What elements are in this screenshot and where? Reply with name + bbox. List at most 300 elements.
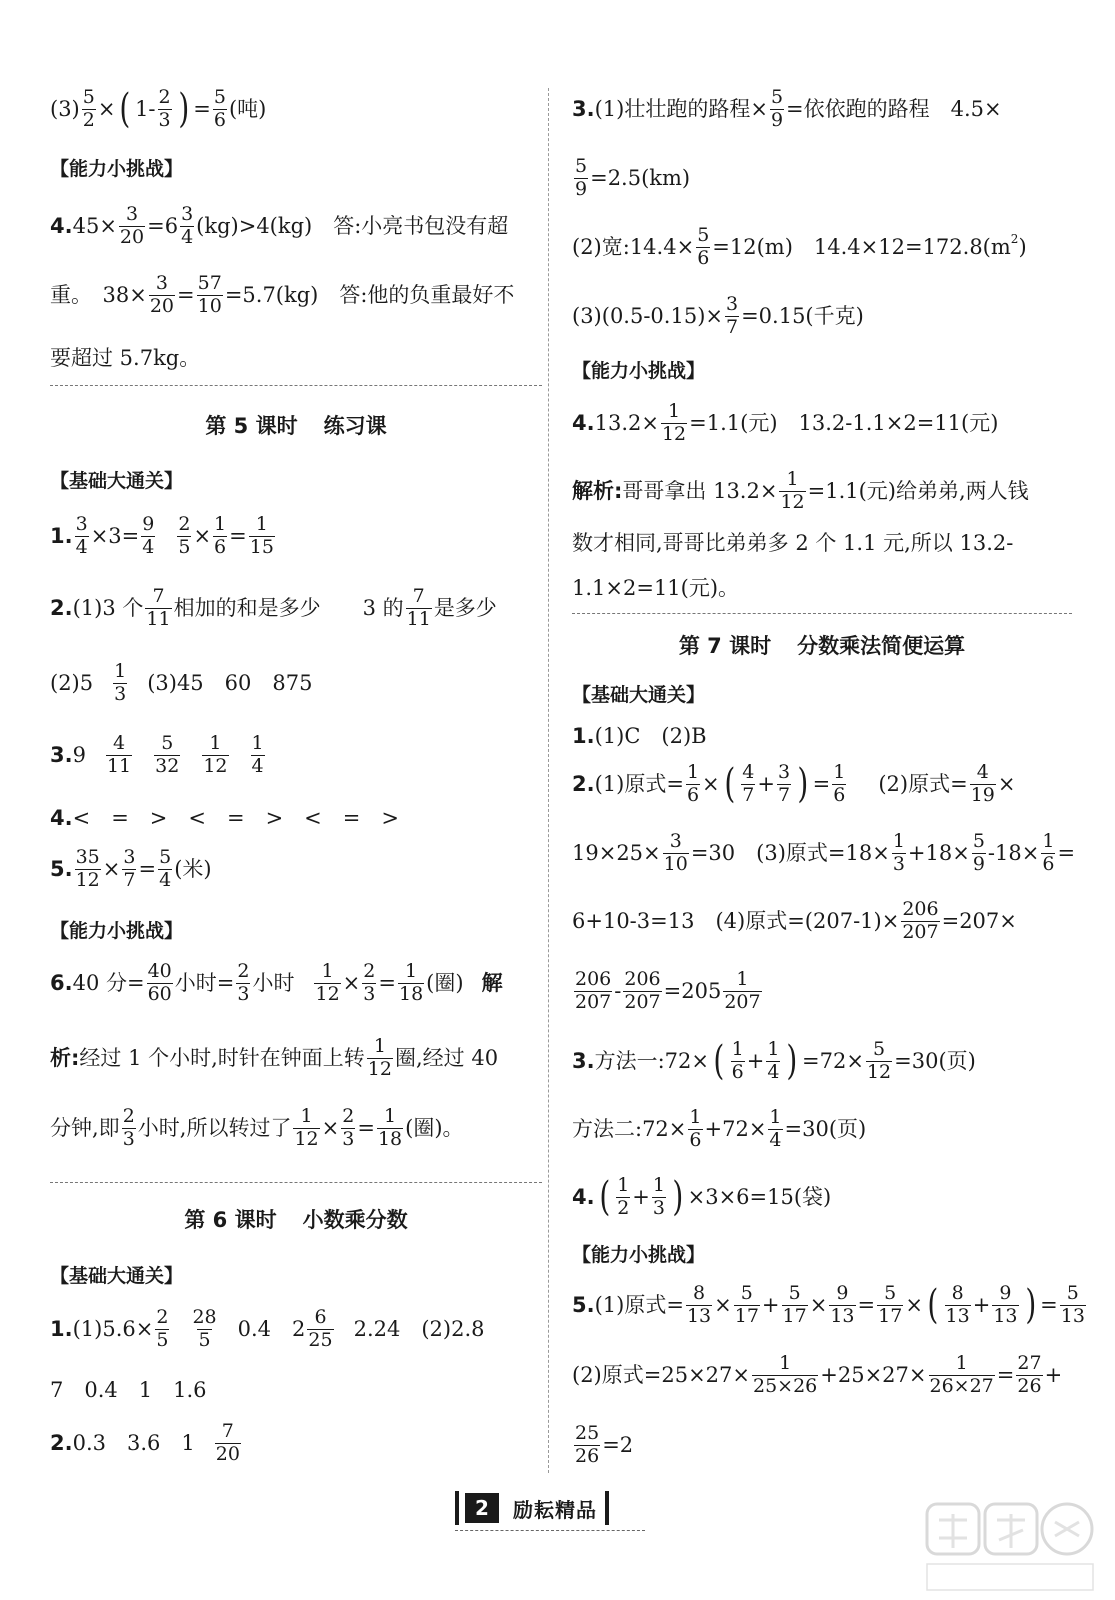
numerator: 1 (769, 1106, 782, 1128)
question-number: 4. (50, 806, 73, 830)
lesson-name: 小数乘分数 (302, 1208, 408, 1232)
answer-line (50, 1107, 464, 1150)
denominator: 207 (575, 990, 612, 1013)
section-heading: 【能力小挑战】 (572, 360, 706, 382)
fraction (832, 763, 846, 806)
numerator: 1 (736, 968, 749, 990)
fraction (307, 1308, 333, 1351)
numerator: 2 (363, 960, 376, 982)
denominator: 5 (156, 1328, 169, 1351)
question-number: 4. (50, 213, 73, 238)
denominator: 3 (342, 1127, 355, 1150)
paren: ( (598, 1174, 610, 1221)
denominator: 6 (731, 1060, 744, 1083)
answer-line (572, 1040, 976, 1083)
fraction (770, 88, 784, 131)
denominator: 207 (724, 990, 761, 1013)
denominator: 20 (149, 294, 175, 317)
text: = (857, 1292, 876, 1317)
text: (2)原式=25×27× (572, 1362, 750, 1387)
text: 45× (72, 213, 117, 238)
numerator: 1 (668, 400, 681, 422)
question-number: 3. (572, 1048, 595, 1073)
fraction (406, 587, 432, 630)
text: (1)壮壮跑的路程× (594, 96, 768, 121)
numerator: 7 (412, 585, 425, 607)
fraction (782, 1284, 808, 1327)
section-divider (50, 385, 542, 386)
lesson-name: 分数乘法简便运算 (797, 634, 966, 658)
numerator: 1 (686, 761, 700, 783)
footer-bar-right (605, 1491, 609, 1525)
denominator: 11 (146, 607, 171, 630)
denominator: 5 (178, 535, 191, 558)
numerator: 1 (767, 1038, 780, 1060)
fraction (945, 1284, 971, 1327)
question-number: 6. (50, 970, 73, 995)
fraction (1016, 1354, 1042, 1397)
brand-name: 励耘精品 (513, 1497, 597, 1522)
numerator: 5 (740, 1282, 753, 1304)
text: (1)C (2)B (594, 724, 707, 748)
fraction (202, 734, 228, 777)
fraction (314, 962, 340, 1005)
text: =205 (663, 978, 722, 1003)
denominator: 3 (158, 108, 171, 131)
denominator: 6 (214, 535, 227, 558)
denominator: 10 (197, 294, 222, 317)
text: (吨) (228, 96, 267, 121)
answer-line (50, 1037, 498, 1080)
text: =207× (941, 908, 1017, 933)
denominator: 19 (970, 783, 995, 806)
text: (2)5 (50, 670, 94, 695)
answer-line (572, 1176, 831, 1219)
denominator: 13 (830, 1304, 855, 1327)
fraction (398, 962, 424, 1005)
answer-line (572, 88, 1002, 131)
denominator: 9 (575, 177, 588, 200)
denominator: 3 (652, 1196, 665, 1219)
fraction (574, 1424, 600, 1467)
numerator: 1 (689, 1106, 702, 1128)
fraction (213, 515, 227, 558)
text: = (1040, 1292, 1058, 1317)
denominator: 13 (686, 1304, 712, 1327)
text: 方法一:72× (594, 1048, 709, 1073)
text: + (757, 771, 775, 796)
denominator: 12 (780, 490, 805, 513)
text: - (614, 978, 622, 1003)
denominator: 12 (866, 1060, 892, 1083)
numerator: 4 (742, 761, 755, 783)
answer-line: 数才相同,哥哥比弟弟多 2 个 1.1 元,所以 13.2- (572, 531, 1014, 555)
question-number: 1. (50, 1316, 73, 1341)
text: =12(m) 14.4×12=172.8(m (712, 234, 1011, 259)
fraction (362, 962, 376, 1005)
answer-line (572, 157, 690, 200)
denominator: 6 (697, 246, 710, 269)
question-number: 1. (572, 724, 595, 748)
text: 0.3 3.6 1 (72, 1430, 195, 1455)
fraction (158, 88, 172, 131)
denominator: 26 (575, 1444, 600, 1467)
numerator: 25 (575, 1422, 600, 1444)
numerator: 206 (902, 898, 939, 920)
numerator: 27 (1017, 1352, 1042, 1374)
text: < = > < = > < = > (72, 806, 399, 830)
answer-line (50, 962, 503, 1005)
numerator: 4 (976, 761, 989, 783)
numerator: 2 (178, 513, 191, 535)
numerator: 3 (669, 830, 682, 852)
text: × (997, 771, 1016, 796)
numerator: 2 (342, 1105, 355, 1127)
numerator: 1 (833, 761, 846, 783)
denominator: 3 (363, 982, 376, 1005)
denominator: 20 (215, 1442, 240, 1465)
numerator: 1 (1042, 830, 1055, 852)
numerator: 3 (725, 293, 739, 315)
denominator: 7 (742, 783, 755, 806)
text: (圈)。 (405, 1115, 464, 1140)
text: 9 (72, 742, 86, 767)
numerator: 1 (779, 1352, 792, 1374)
text: 1- (135, 96, 156, 121)
answer-line (50, 1422, 243, 1465)
denominator: 11 (106, 754, 132, 777)
fraction (158, 848, 172, 891)
text: (3) (50, 96, 80, 121)
answer-line (50, 1308, 484, 1351)
text: 19×25× (572, 840, 661, 865)
numerator: 5 (213, 86, 226, 108)
fraction (149, 274, 175, 317)
numerator: 1 (731, 1038, 744, 1060)
question-number: 4. (572, 1184, 595, 1209)
fraction (752, 1354, 818, 1397)
numerator: 5 (872, 1038, 886, 1060)
numerator: 35 (75, 846, 100, 868)
answer-line (50, 515, 277, 558)
question-number: 2. (50, 1430, 73, 1455)
denominator: 2 (617, 1196, 630, 1219)
fraction (779, 470, 805, 513)
section-heading: 【基础大通关】 (50, 470, 184, 492)
numerator: 9 (836, 1282, 849, 1304)
answer-line: 要超过 5.7kg。 (50, 346, 201, 370)
numerator: 1 (786, 468, 799, 490)
fraction (147, 962, 173, 1005)
numerator: 28 (192, 1306, 217, 1328)
section-divider (572, 613, 1072, 614)
text: 方法二:72× (572, 1116, 687, 1141)
text: =30(页) (784, 1116, 867, 1141)
analysis-label: 析: (50, 1045, 80, 1070)
lesson-number: 第 7 课时 (678, 634, 772, 658)
fraction (122, 848, 136, 891)
fraction (686, 763, 700, 806)
fraction (367, 1037, 393, 1080)
fraction (877, 1284, 903, 1327)
fraction (901, 900, 939, 943)
numerator: 9 (142, 513, 155, 535)
fraction (177, 515, 191, 558)
numerator: 1 (617, 1174, 630, 1196)
numerator: 5 (972, 830, 985, 852)
numerator: 1 (955, 1352, 968, 1374)
fraction (725, 295, 739, 338)
denominator: 17 (734, 1304, 759, 1327)
numerator: 1 (652, 1174, 665, 1196)
denominator: 6 (689, 1128, 702, 1151)
fraction (75, 848, 101, 891)
denominator: 12 (203, 754, 228, 777)
section-heading: 【能力小挑战】 (50, 158, 184, 180)
denominator: 7 (777, 783, 791, 806)
text: 0.4 2 (237, 1316, 306, 1341)
text: (2)宽:14.4× (572, 234, 695, 259)
denominator: 4 (142, 535, 155, 558)
lesson-name: 练习课 (323, 414, 387, 438)
text: 重。 38× (50, 282, 147, 307)
paren: ) (1024, 1282, 1036, 1329)
numerator: 5 (697, 224, 710, 246)
analysis-label: 解析: (572, 478, 623, 503)
text: ×3×6=15(袋) (687, 1184, 832, 1209)
numerator: 2 (158, 86, 171, 108)
numerator: 5 (884, 1282, 897, 1304)
numerator: 5 (161, 732, 174, 754)
text: 经过 1 个小时,时针在钟面上转 (79, 1045, 365, 1070)
answer-line (572, 295, 864, 338)
numerator: 9 (999, 1282, 1012, 1304)
fraction (377, 1107, 403, 1150)
numerator: 1 (251, 732, 264, 754)
fraction (113, 662, 127, 705)
numerator: 57 (197, 272, 222, 294)
fraction (661, 402, 687, 445)
answer-line (50, 808, 399, 829)
denominator: 10 (663, 852, 688, 875)
text: × (97, 96, 116, 121)
text: =1.1(元)给弟弟,两人钱 (807, 478, 1029, 503)
fraction (574, 970, 612, 1013)
numerator: 3 (125, 203, 139, 225)
answer-line (572, 726, 707, 747)
denominator: 17 (782, 1304, 807, 1327)
answer-line (50, 848, 212, 891)
fraction (119, 205, 145, 248)
denominator: 7 (725, 315, 739, 338)
text: × (714, 1292, 732, 1317)
fraction (574, 157, 588, 200)
text: +72× (704, 1116, 767, 1141)
question-number: 2. (50, 595, 73, 620)
text: 2.24 (2)2.8 (353, 1316, 485, 1341)
answer-line: 7 0.4 1 1.6 (50, 1378, 207, 1402)
text: 相加的和是多少 3 的 (173, 595, 404, 620)
superscript: 2 (1010, 232, 1019, 247)
denominator: 4 (159, 868, 172, 891)
text: + (632, 1184, 650, 1209)
numerator: 3 (123, 846, 136, 868)
text: (圈) (426, 970, 464, 995)
text: 小时= (174, 970, 235, 995)
denominator: 2 (82, 108, 95, 131)
fraction (731, 1040, 745, 1083)
text: 哥哥拿出 13.2× (622, 478, 778, 503)
numerator: 3 (155, 272, 168, 294)
fraction (191, 1308, 217, 1351)
numerator: 3 (75, 513, 88, 535)
fraction (723, 970, 761, 1013)
denominator: 18 (377, 1127, 403, 1150)
fraction (970, 763, 996, 806)
numerator: 5 (159, 846, 172, 868)
text: = (812, 771, 831, 796)
denominator: 3 (122, 1127, 135, 1150)
fraction (145, 587, 171, 630)
denominator: 25×26 (752, 1374, 818, 1397)
numerator: 1 (255, 513, 268, 535)
denominator: 4 (251, 754, 264, 777)
answer-line (50, 587, 497, 630)
denominator: 6 (686, 783, 700, 806)
fraction (180, 205, 194, 248)
text: ) (1018, 234, 1027, 259)
denominator: 6 (213, 108, 226, 131)
lesson-number: 第 6 课时 (184, 1208, 277, 1232)
fraction (154, 734, 180, 777)
fraction (696, 226, 710, 269)
answer-line (572, 226, 1027, 269)
lesson-number: 第 5 课时 (205, 414, 298, 438)
section-heading: 【基础大通关】 (50, 1265, 184, 1287)
numerator: 1 (321, 960, 334, 982)
text: = (229, 523, 247, 548)
fraction (249, 515, 275, 558)
text: (kg)>4(kg) 答:小亮书包没有超 (196, 213, 509, 238)
text: =30 (3)原式=18× (690, 840, 890, 865)
fraction (155, 1308, 169, 1351)
question-number: 4. (572, 410, 595, 435)
denominator: 32 (155, 754, 180, 777)
denominator: 4 (769, 1128, 782, 1151)
denominator: 60 (147, 982, 172, 1005)
paren: ) (672, 1174, 684, 1221)
fraction (768, 1108, 782, 1151)
text: × (321, 1115, 340, 1140)
denominator: 11 (406, 607, 431, 630)
denominator: 12 (661, 422, 687, 445)
text: (1)3 个 (72, 595, 144, 620)
text: + (1044, 1362, 1063, 1387)
answer-line (572, 1354, 1062, 1397)
fraction (1060, 1284, 1086, 1327)
numerator: 1 (209, 732, 222, 754)
text: + (746, 1048, 765, 1073)
text: (1)原式= (594, 1292, 684, 1317)
answer-line (572, 763, 1016, 806)
fraction (82, 88, 96, 131)
numerator: 40 (147, 960, 172, 982)
text: +18× (907, 840, 970, 865)
text: + (972, 1292, 991, 1317)
text: + (761, 1292, 780, 1317)
text: × (342, 970, 361, 995)
numerator: 4 (113, 732, 126, 754)
footer-bar-left (455, 1491, 459, 1525)
text: =72× (802, 1048, 864, 1073)
section-heading: 【基础大通关】 (572, 684, 706, 706)
denominator: 13 (993, 1304, 1018, 1327)
answer-line (572, 1424, 633, 1467)
denominator: 7 (123, 868, 136, 891)
question-number: 2. (572, 771, 595, 796)
fraction (766, 1040, 780, 1083)
numerator: 3 (777, 761, 791, 783)
paren: ) (786, 1038, 798, 1085)
paren: ( (119, 86, 131, 133)
fraction (652, 1176, 666, 1219)
text: 是多少 (433, 595, 497, 620)
numerator: 5 (575, 155, 588, 177)
paren: ( (927, 1282, 939, 1329)
numerator: 5 (1066, 1282, 1079, 1304)
text: 13.2× (594, 410, 659, 435)
numerator: 6 (314, 1306, 327, 1328)
text: =2.5(km) (590, 165, 691, 190)
answer-line (572, 900, 1017, 943)
fraction (616, 1176, 630, 1219)
denominator: 13 (1060, 1304, 1085, 1327)
denominator: 26 (1017, 1374, 1042, 1397)
answer-line (572, 832, 1075, 875)
paren: ( (713, 1038, 725, 1085)
fraction (213, 88, 227, 131)
denominator: 3 (892, 852, 905, 875)
numerator: 206 (575, 968, 612, 990)
lesson-title (572, 630, 1072, 660)
denominator: 15 (249, 535, 274, 558)
fraction (892, 832, 906, 875)
fraction (236, 962, 250, 1005)
denominator: 9 (972, 852, 985, 875)
fraction (141, 515, 155, 558)
question-number: 5. (572, 1292, 595, 1317)
numerator: 2 (156, 1306, 169, 1328)
fraction (686, 1284, 712, 1327)
denominator: 13 (945, 1304, 970, 1327)
fraction (623, 970, 661, 1013)
lesson-title (50, 1204, 542, 1234)
numerator: 5 (788, 1282, 801, 1304)
answer-line (50, 734, 267, 777)
numerator: 2 (122, 1105, 135, 1127)
denominator: 20 (119, 225, 145, 248)
text: 小时 (252, 970, 295, 995)
paren: ) (177, 86, 189, 133)
text: =2 (602, 1432, 634, 1457)
numerator: 1 (384, 1105, 397, 1127)
answer-line: 1.1×2=11(元)。 (572, 576, 740, 600)
text: = (996, 1362, 1015, 1387)
fraction (741, 763, 755, 806)
fraction (122, 1107, 136, 1150)
fraction (215, 1422, 241, 1465)
text: =30(页) (894, 1048, 976, 1073)
